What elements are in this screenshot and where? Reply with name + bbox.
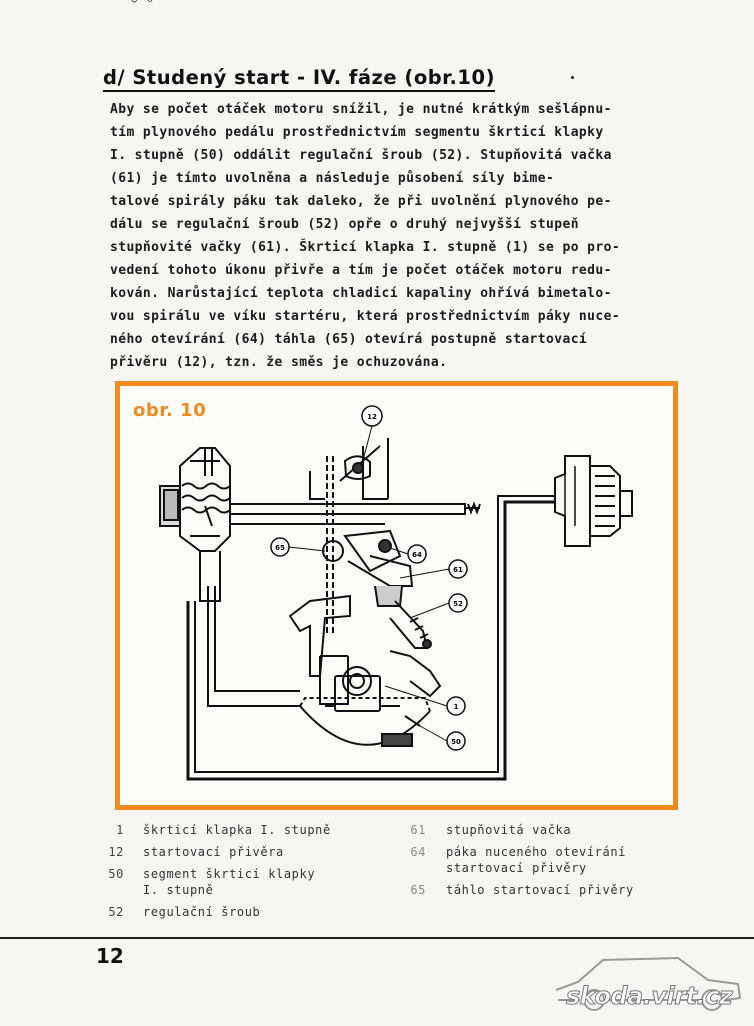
paragraph-line: ného otevírání (64) táhla (65) otevírá postupně startovací	[110, 332, 588, 347]
legend-item	[398, 822, 698, 838]
page-top-mark	[128, 0, 168, 6]
legend-number: 61	[410, 823, 426, 837]
paragraph-line: vedení tohoto úkonu přivře a tím je počet otáček motoru redu-	[110, 263, 612, 278]
legend-item	[100, 822, 400, 838]
paragraph-line: vou spirálu ve víku startéru, která prostřednictvím páky nuce-	[110, 309, 621, 324]
legend-text: regulační šroub	[143, 905, 261, 919]
callout-61: 61	[453, 566, 463, 574]
callout-12: 12	[367, 413, 377, 421]
figure-title: obr. 10	[133, 400, 207, 421]
legend-number: 52	[108, 905, 124, 919]
section-heading: d/ Studený start - IV. fáze (obr.10)	[103, 66, 495, 92]
legend-text: segment škrticí klapky I. stupně	[143, 867, 316, 897]
page-number: 12	[96, 944, 124, 968]
legend-text: táhlo startovací přivěry	[446, 883, 634, 897]
callout-65: 65	[275, 544, 285, 552]
callout-50: 50	[451, 738, 461, 746]
legend-number: 65	[410, 883, 426, 897]
paragraph-line: stupňovité vačky (61). Škrticí klapka I. stupně (1) se po pro-	[110, 240, 621, 255]
legend-number: 1	[116, 823, 124, 837]
paragraph-line: Aby se počet otáček motoru snížil, je nutné krátkým sešlápnu-	[110, 102, 612, 117]
legend-item	[398, 882, 698, 898]
legend-item	[100, 866, 400, 898]
stray-dot	[571, 76, 574, 79]
legend-number: 12	[108, 845, 124, 859]
body-paragraph	[110, 98, 680, 374]
legend-text: stupňovitá vačka	[446, 823, 572, 837]
figure-frame	[115, 381, 678, 810]
legend-item	[100, 904, 400, 920]
legend-text: páka nuceného otevírání startovací přivěry	[446, 845, 626, 875]
legend-left-column	[100, 822, 400, 926]
paragraph-line: (61) je tímto uvolněna a následuje působení síly bime-	[110, 171, 555, 186]
watermark-logo	[548, 950, 748, 1022]
paragraph-line: talové spirály páku tak daleko, že při uvolnění plynového pe-	[110, 194, 612, 209]
callout-64: 64	[412, 551, 422, 559]
legend-number: 50	[108, 867, 124, 881]
paragraph-line: kován. Narůstající teplota chladicí kapaliny ohřívá bimetalo-	[110, 286, 612, 301]
watermark-text: skoda.virt.cz	[566, 982, 733, 1010]
legend-text: škrticí klapka I. stupně	[143, 823, 331, 837]
paragraph-line: přivěru (12), tzn. že směs je ochuzována.	[110, 355, 448, 370]
legend-item	[398, 844, 698, 876]
callout-1: 1	[453, 703, 459, 711]
legend-item	[100, 844, 400, 860]
footer-rule	[0, 937, 754, 939]
paragraph-line: dálu se regulační šroub (52) opře o druhý nejvyšší stupeň	[110, 217, 579, 232]
legend-right-column	[398, 822, 698, 904]
paragraph-line: tím plynového pedálu prostřednictvím segmentu škrticí klapky	[110, 125, 604, 140]
callout-52: 52	[453, 600, 463, 608]
legend-number: 64	[410, 845, 426, 859]
paragraph-line: I. stupně (50) oddálit regulační šroub (52). Stupňovitá vačka	[110, 148, 612, 163]
carburetor-diagram	[120, 386, 673, 805]
legend-text: startovací přivěra	[143, 845, 284, 859]
